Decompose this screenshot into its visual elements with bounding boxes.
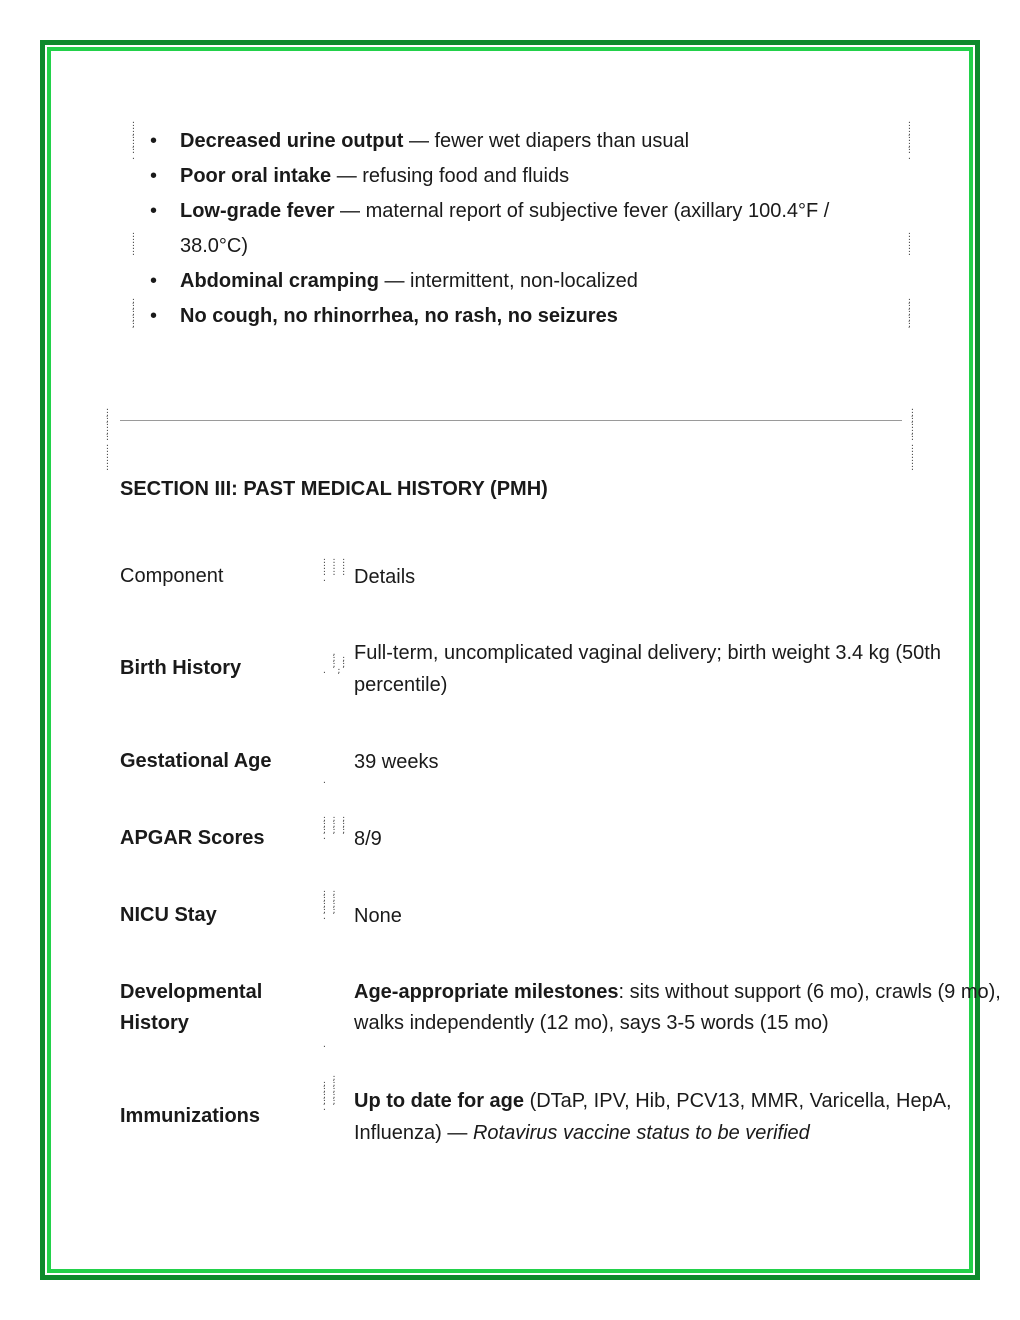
- details-line: [354, 1085, 1020, 1117]
- section-divider: [120, 420, 902, 421]
- symptom-detail: — fewer wet diapers than usual: [403, 130, 690, 152]
- symptom-detail: — refusing food and fluids: [331, 165, 570, 187]
- details-line: [354, 977, 1020, 1008]
- symptom-detail: — intermittent, non-localized: [378, 270, 638, 292]
- row-details: 8/9: [354, 828, 382, 850]
- list-item: [150, 264, 880, 299]
- list-item: [150, 299, 880, 334]
- details-emphasis: Age-appropriate milestones: [354, 981, 619, 1003]
- symptom-term: Abdominal cramping: [180, 270, 379, 292]
- scan-mark: .: [322, 776, 327, 785]
- symptom-term: Decreased urine output: [180, 130, 404, 152]
- symptom-detail: — maternal report of subjective fever (axillary 100.4°F / 38.0°C): [180, 200, 830, 257]
- scan-mark: . : ; : ; : .: [131, 116, 136, 161]
- row-component: Birth History: [120, 657, 242, 679]
- row-component: APGAR Scores: [120, 827, 265, 849]
- scan-mark: . : ; : ; : .: [907, 116, 912, 161]
- scan-mark: : : : :: [131, 230, 136, 257]
- scan-mark: ; ; ; ; ; ; ; ; .: [322, 888, 337, 921]
- row-details: [354, 637, 1020, 701]
- symptom-term: Low-grade fever: [180, 200, 335, 222]
- scan-mark: . ; ; : ; : . : : : :: [105, 403, 110, 472]
- symptom-term: No cough, no rhinorrhea, no rash, no seizures: [180, 305, 618, 327]
- list-item: [150, 124, 880, 159]
- scan-mark: , ; ; ; ; . ;: [322, 648, 347, 675]
- list-item: [150, 194, 880, 264]
- section-title: SECTION III: PAST MEDICAL HISTORY (PMH): [120, 478, 548, 500]
- row-details: None: [354, 905, 402, 927]
- row-component: [120, 977, 320, 1039]
- row-details: 39 weeks: [354, 751, 439, 773]
- row-details: [354, 977, 1020, 1039]
- row-component: Gestational Age: [120, 750, 272, 772]
- details-line: [354, 1117, 1020, 1149]
- details-note: Rotavirus vaccine status to be verified: [472, 1122, 810, 1144]
- scan-mark: ; ; ; ; ; ; ; ; ; .: [322, 814, 347, 841]
- details-line: Full-term, uncomplicated vaginal delivery; birth weight 3.4 kg (50th: [354, 642, 941, 664]
- scan-mark: .: [322, 1040, 327, 1049]
- scan-mark: . ; ; : ; : . : : : :: [910, 403, 915, 472]
- details-line: walks independently (12 mo), says 3-5 words (15 mo): [354, 1012, 829, 1034]
- header-details: Details: [354, 566, 416, 588]
- details-text: (DTaP, IPV, Hib, PCV13, MMR, Varicella, HepA,: [524, 1090, 952, 1112]
- component-line: History: [120, 1012, 189, 1034]
- header-component: Component: [120, 565, 224, 587]
- symptom-list: [150, 124, 880, 334]
- scan-mark: ; ; ; ; ; ; ; ; ; .: [322, 1073, 337, 1112]
- details-emphasis: Up to date for age: [354, 1090, 525, 1112]
- list-item: [150, 159, 880, 194]
- scan-mark: ; ; ; ; ;: [907, 296, 912, 329]
- row-details: [354, 1085, 1020, 1149]
- row-component: Immunizations: [120, 1105, 261, 1127]
- scan-mark: ; ; ; ; ;: [131, 296, 136, 329]
- symptom-term: Poor oral intake: [180, 165, 332, 187]
- details-line: percentile): [354, 674, 448, 696]
- scan-mark: : : : : : : : : : .: [322, 556, 347, 583]
- scan-mark: : : : :: [907, 230, 912, 257]
- details-text: : sits without support (6 mo), crawls (9 mo),: [618, 981, 1001, 1003]
- details-text: Influenza) —: [354, 1122, 473, 1144]
- component-line: Developmental: [120, 981, 263, 1003]
- row-component: NICU Stay: [120, 904, 217, 926]
